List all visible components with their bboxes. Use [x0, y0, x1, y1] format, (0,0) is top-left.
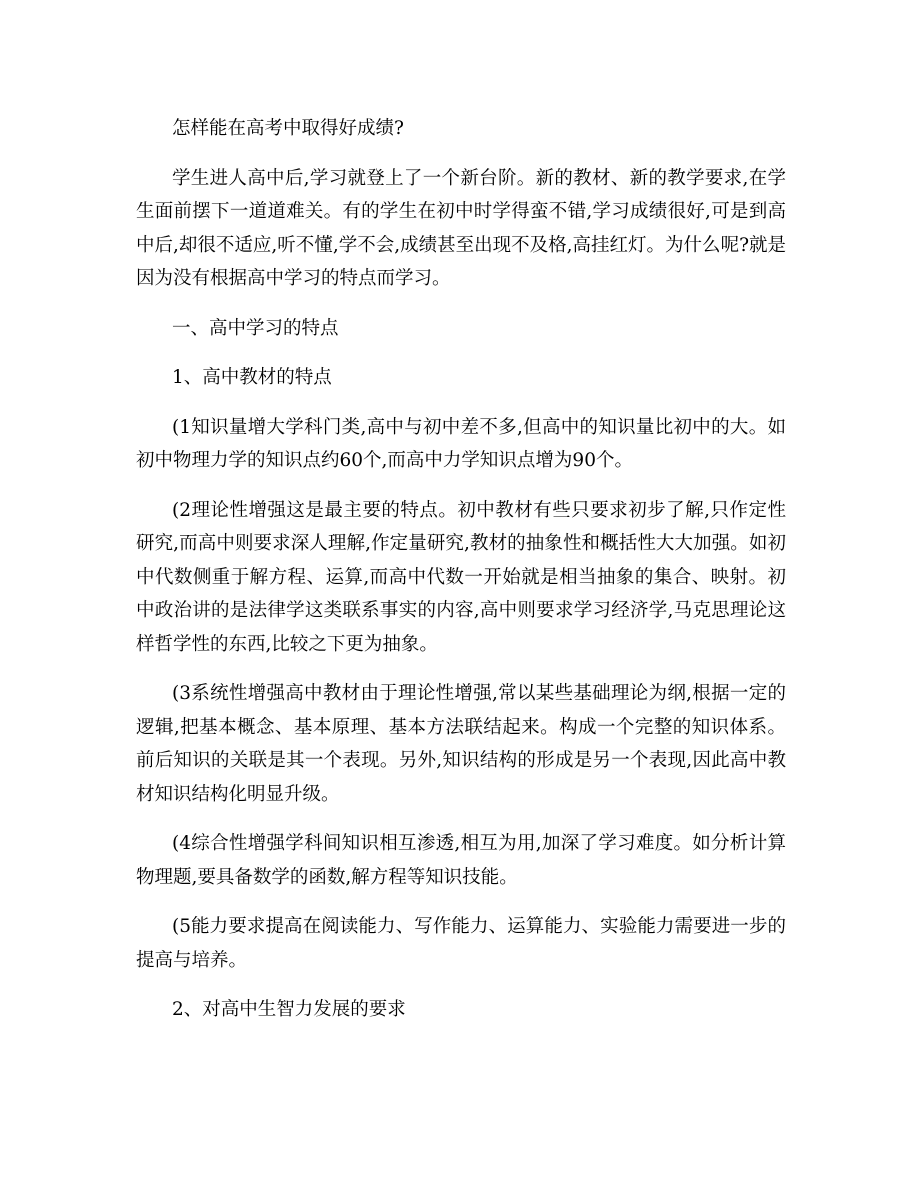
document-title: 怎样能在高考中取得好成绩? [172, 118, 404, 139]
subsection-heading-1: 1、高中教材的特点 [172, 367, 332, 388]
intro-paragraph: 学生进人高中后,学习就登上了一个新台阶。新的教材、新的教学要求,在学生面前摆下一道道难关。有的学生在初中时学得蛮不错,学习成绩很好,可是到高中后,却很不适应,听不懂,学不会,成绩甚至出现不及格,高挂红灯。为什么呢?就是因为没有根据高中学习的特点而学习。 [136, 167, 786, 289]
point-paragraph-2: (2理论性增强这是最主要的特点。初中教材有些只要求初步了解,只作定性研究,而高中则要求深人理解,作定量研究,教材的抽象性和概括性大大加强。如初中代数侧重于解方程、运算,而高中代数一开始就是相当抽象的集合、映射。初中政治讲的是法律学这类联系事实的内容,高中则要求学习经济学,马克思理论这样哲学性的东西,比较之下更为抽象。 [136, 499, 786, 655]
point-paragraph-3: (3系统性增强高中教材由于理论性增强,常以某些基础理论为纲,根据一定的逻辑,把基本概念、基本原理、基本方法联结起来。构成一个完整的知识体系。前后知识的关联是其一个表现。另外,知识结构的形成是另一个表现,因此高中教材知识结构化明显升级。 [136, 683, 786, 805]
point-paragraph-1: (1知识量增大学科门类,高中与初中差不多,但高中的知识量比初中的大。如初中物理力学的知识点约60个,而高中力学知识点增为90个。 [136, 416, 786, 471]
subsection-heading-2: 2、对高中生智力发展的要求 [172, 999, 406, 1020]
section-heading-1: 一、高中学习的特点 [172, 317, 339, 339]
document-body [136, 112, 786, 1027]
point-paragraph-5: (5能力要求提高在阅读能力、写作能力、运算能力、实验能力需要进一步的提高与培养。 [136, 916, 786, 971]
point-paragraph-4: (4综合性增强学科间知识相互渗透,相互为用,加深了学习难度。如分析计算物理题,要具备数学的函数,解方程等知识技能。 [136, 833, 786, 888]
